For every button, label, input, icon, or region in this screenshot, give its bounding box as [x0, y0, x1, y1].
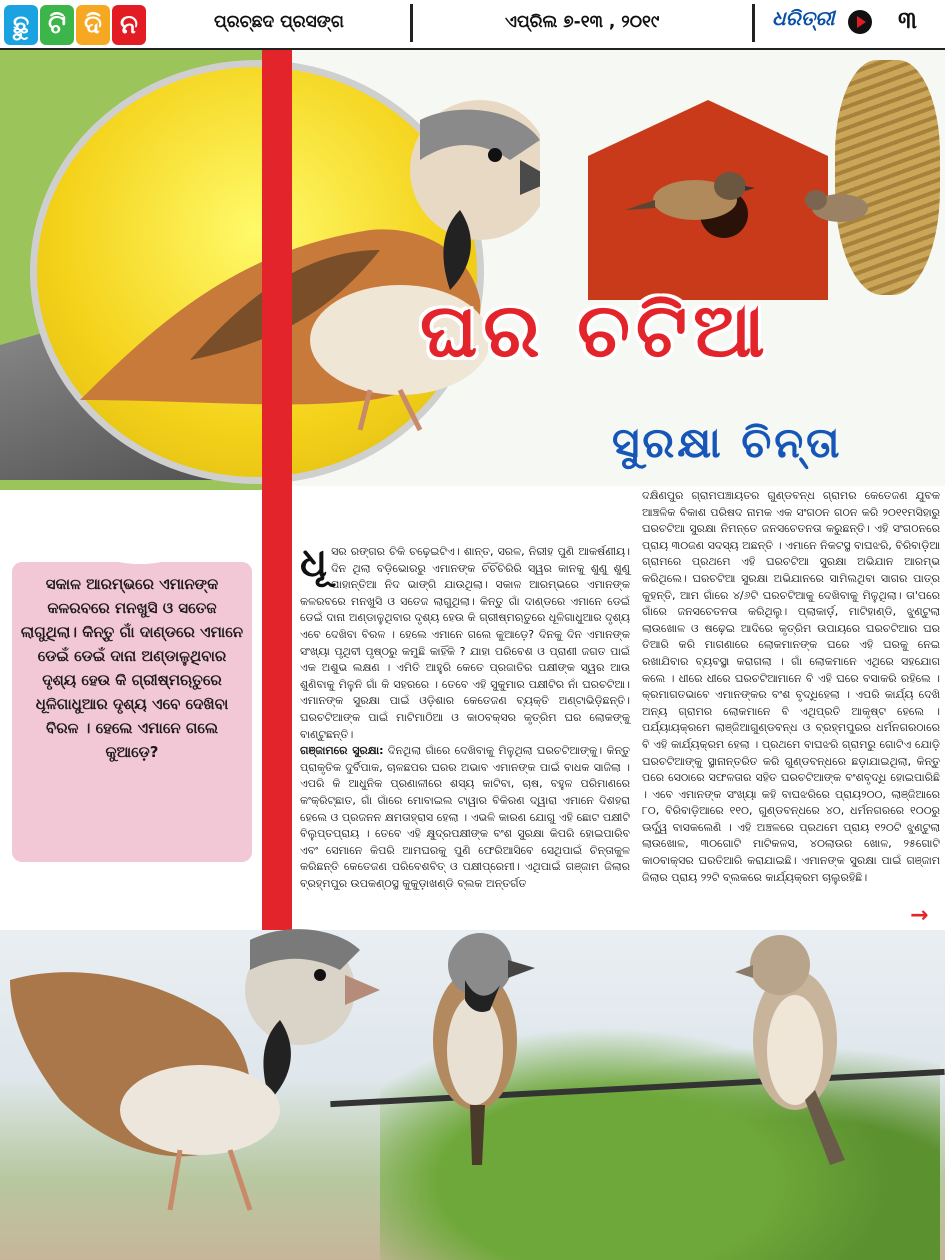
article-paragraph: ସର ରଙ୍ଗର ଚିକି ଚଢ଼େଇଟିଏ। ଶାନ୍ତ, ସରଳ, ନିରୀହ ପୁଣି ଆକର୍ଷଣୀୟ। ଦିନ ଥିଲା ବଡ଼ିଭୋରରୁ ଏମାନଙ୍କ ଚିଁଚିଁଚିରିରି ସ୍ୱର କାନକୁ ଶୁଣୁ ଶୁଣୁ ପାହାନ୍ତିଆ ନିଦ ଭାଙ୍ଗି ଯାଉଥିଲା। ସକାଳ ଆରମ୍ଭରେ ଏମାନଙ୍କ କଳରବରେ ମନଖୁସି ଓ ସତେଜ ଲାଗୁଥିଲା। କିନ୍ତୁ ଗାଁ ଦାଣ୍ଡରେ ଏମାନେ ଡେଇଁ ଡେଇଁ ଦାନା ଅଣ୍ଡାଳୁଥିବାର ଦୃଶ୍ୟ ହେଉ କି ଗ୍ରୀଷ୍ମଋତୁରେ ଧୂଳିଗାଧୁଆର ଦୃଶ୍ୟ ଏବେ ଦେଖିବା ବିରଳ । ହେଲେ ଏମାନେ ଗଲେ କୁଆଡ଼େ? ଦିନକୁ ଦିନ ଏମାନଙ୍କ ସଂଖ୍ୟା ପୃଥିବୀ ପୃଷ୍ଠରୁ କମୁଛି କାହିଁକି ? ଯାହା ପରିବେଶ ଓ ପ୍ରାଣୀ ଜଗତ ପାଇଁ ଏକ ଅଶୁଭ ଲକ୍ଷଣ । ଏମିତି ଆହୁରି କେତେ ପ୍ରଜାତିର ପକ୍ଷୀଙ୍କ ସ୍ୱର ଆଉ ଶୁଣିବାକୁ ମିଳୁନି ଗାଁ କି ସହରରେ । ତେବେ ଏହି ସୁକୁମାର ପକ୍ଷୀଟିର ନାଁ ଘରଚଟିଆ। ଏମାନଙ୍କ ସୁରକ୍ଷା ପାଇଁ ଓଡ଼ିଶାର କେତେଜଣ ବ୍ୟକ୍ତି ଅଣ୍ଟାଭିଡ଼ିଛନ୍ତି। ଘରଚଟିଆଙ୍କ ପାଇଁ ମାଟିମାଠିଆ ଓ କାଠବକ୍ସର କୃତ୍ରିମ ଘର ଲୋକଙ୍କୁ ବାଣ୍ଟୁଛନ୍ତି। — [300, 545, 630, 741]
section-label: ପ୍ରଚ୍ଛଦ ପ୍ରସଙ୍ଗ — [214, 12, 344, 32]
headline-subtitle: ସୁରକ୍ଷା ଚିନ୍ତା — [612, 418, 843, 467]
brand-letter-1: ଛୁ — [4, 5, 38, 45]
continue-arrow-icon: → — [910, 903, 929, 928]
pullquote-notch — [90, 520, 190, 564]
sparrow-perched-image — [625, 160, 755, 240]
straw-nest-image — [835, 60, 940, 295]
subsection-heading: ଗଞ୍ଜାମରେ ସୁରକ୍ଷା: — [300, 744, 384, 758]
page-number: ୩ — [898, 6, 917, 34]
article-column-1 — [300, 540, 630, 892]
sparrow-on-wire-male-image — [420, 930, 540, 1170]
publication-logo: ଧରିତ୍ରୀ — [772, 6, 835, 30]
headline-title: ଘର ଚଟିଆ — [420, 288, 771, 374]
play-icon — [848, 10, 872, 34]
article-paragraph: ଦକ୍ଷିଣପୁର ଗ୍ରାମପଞ୍ଚାୟତର ଗୁଣ୍ଡବନ୍ଧ ଗ୍ରାମର କେତେଜଣ ଯୁବକ ଆଞ୍ଚଳିକ ବିକାଶ ପରିଷଦ ନାମକ ଏକ ସଂଗଠନ ଗଠନ କରି ୨୦୧୧ମସିହାରୁ ଘରଚଟିଆ ସୁରକ୍ଷା ନିମନ୍ତେ ଜନସଚେତନତା କରୁଛନ୍ତି। ଏହି ସଂଗଠନରେ ପ୍ରାୟ ୩୦ଜଣ ସଦସ୍ୟ ଅଛନ୍ତି । ଏମାନେ ନିକଟସ୍ଥ ବାଘଝରି, ବିରିବାଡ଼ିଆ ଗ୍ରାମରେ ପ୍ରଥମେ ଏହି ଘରଚଟିଆ ସୁରକ୍ଷା ଅଭିଯାନ ଆରମ୍ଭ କରିଥିଲେ। ଘରଚଟିଆ ସୁରକ୍ଷା ଅଭିଯାନରେ ସାମିଲଥିବା ସାଗର ପାତ୍ର କୁହନ୍ତି, ଆମ ଗାଁରେ ୪/୬ଟି ଘରଚଟିଆକୁ ଦେଖିବାକୁ ମିଳୁଥିଲା। ତା'ପରେ ଗାଁରେ ଜନସଚେତନତା କରିଥିଲୁ। ପ୍ଲାକାର୍ଡ଼, ମାଟିହାଣ୍ଡି, ଝୁଣ୍ଟୁଲା ଲାଉଖୋଳ ଓ ଷଢ଼େଇ ଆଦିରେ କୃତ୍ରିମ ଉପାୟରେ ଘରଚଟିଆର ଘର ତିଆରି କରି ମାଗଣାରେ ଲୋକମାନଙ୍କ ଘରେ ଏହି ଘରକୁ ନେଇ ରଖାଯିବାର ବ୍ୟବସ୍ଥା କରାଗଲା । ଗାଁ ଲୋକମାନେ ଏଥିରେ ସହଯୋଗ କଲେ । ଧୀରେ ଧୀରେ ଘରଚଟିଆମାନେ ବି ଏହି ଘରେ ବସାକରି ରହିଲେ । କ୍ରମାଗତଭାବେ ଏମାନଙ୍କର ବଂଶ ବୃଦ୍ଧିହେଲା । ଏପରି କାର୍ଯ୍ୟ ଦେଖି ଅନ୍ୟ ଗ୍ରାମର ଲୋକମାନେ ବି ଏଥିପ୍ରତି ଆକୃଷ୍ଟ ହେଲେ । ପର୍ଯ୍ୟାୟକ୍ରମେ ଲାଞ୍ଜିଆଗୁଣ୍ଡବନ୍ଧ ଓ ବ୍ରହ୍ମପୁରର ଧର୍ମନଗରଠାରେ ବି ଏହି କାର୍ଯ୍ୟକ୍ରମ ହେଲା । ପ୍ରଥମେ ବାଘଝରି ଗ୍ରାମରୁ ଗୋଟିଏ ଯୋଡ଼ି ଘରଚଟିଆଙ୍କୁ ସ୍ଥାନାନ୍ତରିତ କରି ଗୁଣ୍ଡବନ୍ଧରେ ଛଡ଼ାଯାଇଥିଲା, କିନ୍ତୁ ପରେ ସେଠାରେ ସଫଳତାର ସହିତ ଘରଚଟିଆଙ୍କ ବଂଶବୃଦ୍ଧି ହୋଇପାରିଛି । ଏବେ ଏମାନଙ୍କ ସଂଖ୍ୟା କହି ବାଘଝରିରେ ପ୍ରାୟ୨୦୦, ଲାଞ୍ଜିଆରେ ୮୦, ବିରିବାଡ଼ିଆରେ ୧୧୦, ଗୁଣ୍ଡବନ୍ଧରେ ୪୦, ଧର୍ମନଗରରେ ୧୦୦ରୁ ଊର୍ଦ୍ଧ୍ୱ ବାସକଲେଣି । ଏହି ଅଞ୍ଚଳରେ ପ୍ରଥମେ ପ୍ରାୟ ୧୨୦ଟି ଝୁଣ୍ଟୁଲା ଲାଉଖୋଳ, ୩୦ଗୋଟି ମାଟିକଳସ, ୪୦ଲାଉର ଖୋଳ, ୨୫ଗୋଟି କାଠବାକ୍ସର ଘରତିଆରି କରାଯାଇଛି। ଏମାନଙ୍କ ସୁରକ୍ଷା ପାଇଁ ଗଞ୍ଜାମ ଜିଲାର ପ୍ରାୟ ୨୨ଟି ବ୍ଲକରେ କାର୍ଯ୍ୟକ୍ରମ ଚାଲୁରହିଛି। — [642, 489, 940, 884]
drop-cap: ଧୂ — [300, 540, 328, 586]
page-header — [0, 0, 945, 50]
header-divider — [752, 4, 755, 42]
brand-letter-3: ଦି — [76, 5, 110, 45]
article-column-2 — [642, 488, 940, 886]
sparrow-on-wire-female-image — [735, 930, 865, 1170]
issue-date: ଏପ୍ରିଲ ୭-୧୩ , ୨୦୧୯ — [505, 12, 660, 32]
sparrow-ground-image — [0, 920, 400, 1220]
red-vertical-band — [262, 50, 292, 930]
header-divider — [410, 4, 413, 42]
pullquote-box: ସକାଳ ଆରମ୍ଭରେ ଏମାନଙ୍କ କଳରବରେ ମନଖୁସି ଓ ସତେଜ ଲାଗୁଥିଲା। କିନ୍ତୁ ଗାଁ ଦାଣ୍ଡରେ ଏମାନେ ଡେଇଁ ଡେଇଁ ଦାନା ଅଣ୍ଡାଳୁଥିବାର ଦୃଶ୍ୟ ହେଉ କି ଗ୍ରୀଷ୍ମଋତୁରେ ଧୂଳିଗାଧୁଆର ଦୃଶ୍ୟ ଏବେ ଦେଖିବା ବିରଳ । ହେଲେ ଏମାନେ ଗଲେ କୁଆଡ଼େ? — [12, 562, 252, 862]
brand-letter-4: ନ — [112, 5, 146, 45]
sparrow-on-nest-image — [800, 180, 880, 230]
brand-letter-2: ଟି — [40, 5, 74, 45]
article-paragraph: ଦିନଥିଲା ଗାଁରେ ଦେଖିବାକୁ ମିଳୁଥିଲା ଘରଚଟିଆଙ୍କୁ। କିନ୍ତୁ ପ୍ରାକୃତିକ ଦୁର୍ବିପାକ, ଚାଳଛପର ଘରର ଅଭାବ ଏମାନଙ୍କ ପାଇଁ ବାଧକ ସାଜିଲା । ଏପରି କି ଆଧୁନିକ ପ୍ରଣାଳୀରେ ଶସ୍ୟ କାଟିବା, ଚାଷ, ବହୁଳ ପରିମାଣରେ କଂକ୍ରିଟ୍ଛାତ, ଗାଁ ଗାଁରେ ମୋବାଇଲ ଟାୱାର ବିକିରଣ ଦ୍ୱାରା ଏମାନେ ଦିଶହରା ହେଲେ ଓ ପ୍ରଜନନ କ୍ଷମତାହ୍ରାସ ହେଲା । ଏଭଳି କାରଣ ଯୋଗୁ ଏହି ଛୋଟ ପକ୍ଷୀଟି ବିଲୁପ୍ତପ୍ରାୟ । ତେବେ ଏହି କ୍ଷୁଦ୍ରପକ୍ଷୀଙ୍କ ବଂଶ ସୁରକ୍ଷା କିପରି ହୋଇପାରିବ ଏବଂ ସେମାନେ କିପରି ଆମଘରକୁ ପୁଣି ଫେରିଆସିବେ ସେଥିପାଇଁ ଚିନ୍ତାକୁଳ କରିଛନ୍ତି କେତେଜଣ ପରିବେଶବିତ୍ ଓ ପକ୍ଷୀପ୍ରେମୀ। ଏଥିପାଇଁ ଗଞ୍ଜାମ ଜିଲାର ବ୍ରହ୍ମପୁର ଉପକଣ୍ଠସ୍ଥ କୁକୁଡ଼ାଖଣ୍ଡି ବ୍ଲକ ଅନ୍ତର୍ଗତ — [300, 744, 630, 890]
